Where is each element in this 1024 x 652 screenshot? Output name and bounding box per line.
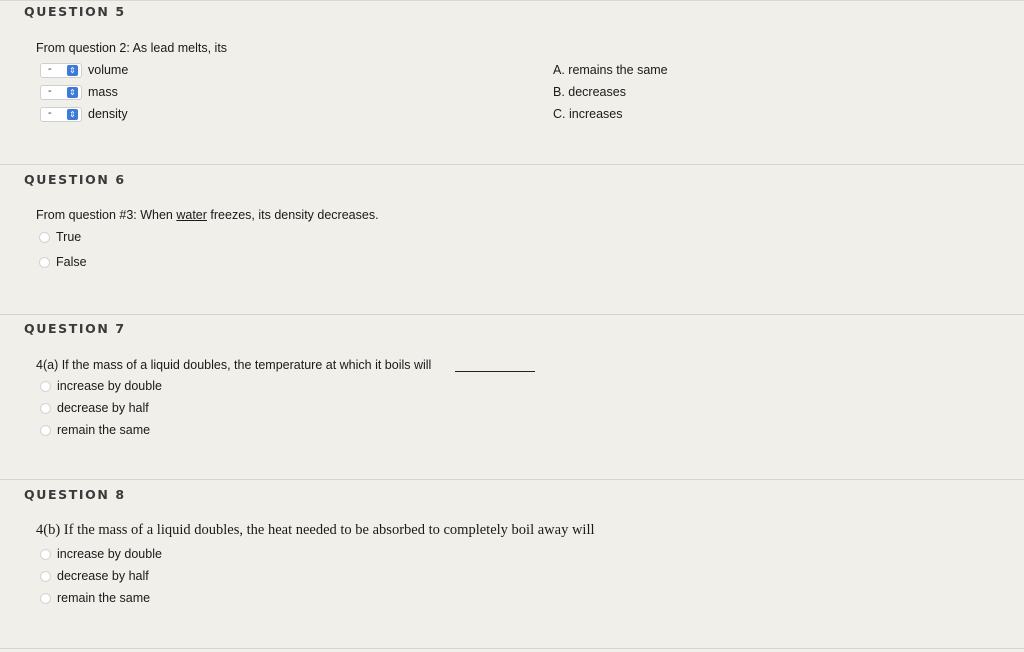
select-volume[interactable] xyxy=(40,63,82,78)
radio-option-3[interactable] xyxy=(40,593,51,604)
question-7-title: QUESTION 7 xyxy=(24,321,126,336)
divider xyxy=(0,479,1024,480)
question-5-prompt: From question 2: As lead melts, its xyxy=(36,41,228,55)
question-5-title: QUESTION 5 xyxy=(24,4,126,19)
option-label: increase by double xyxy=(57,379,162,393)
radio-option-2[interactable] xyxy=(40,403,51,414)
radio-true[interactable] xyxy=(39,232,50,243)
option-label: decrease by half xyxy=(57,401,149,415)
divider xyxy=(0,648,1024,649)
select-arrow-icon: ⇕ xyxy=(67,87,78,98)
prompt-part: freezes, its density decreases. xyxy=(206,208,379,222)
top-border xyxy=(0,0,1024,1)
underlined-word: water xyxy=(176,208,207,222)
radio-false[interactable] xyxy=(39,257,50,268)
question-6-title: QUESTION 6 xyxy=(24,172,126,187)
answer-b: B. decreases xyxy=(553,85,626,99)
question-8-title: QUESTION 8 xyxy=(24,487,126,502)
option-label: remain the same xyxy=(57,591,151,605)
radio-option-2[interactable] xyxy=(40,571,51,582)
answer-a: A. remains the same xyxy=(553,63,668,77)
radio-option-1[interactable] xyxy=(40,549,51,560)
row-label-volume: volume xyxy=(88,63,129,77)
question-8-prompt: 4(b) If the mass of a liquid doubles, the heat needed to be absorbed to completely boil away will xyxy=(36,522,595,538)
question-7-prompt: 4(a) If the mass of a liquid doubles, the temperature at which it boils will xyxy=(36,358,432,372)
select-arrow-icon: ⇕ xyxy=(67,109,78,120)
select-value: - xyxy=(48,63,52,75)
row-label-density: density xyxy=(88,107,128,121)
option-false-label: False xyxy=(56,255,87,269)
row-label-mass: mass xyxy=(88,85,118,99)
option-true-label: True xyxy=(56,230,82,244)
answer-c: C. increases xyxy=(553,107,623,121)
radio-option-3[interactable] xyxy=(40,425,51,436)
question-6-prompt xyxy=(36,208,379,222)
select-mass[interactable] xyxy=(40,85,82,100)
select-density[interactable] xyxy=(40,107,82,122)
option-label: decrease by half xyxy=(57,569,149,583)
select-value: - xyxy=(48,107,52,119)
select-arrow-icon: ⇕ xyxy=(67,65,78,76)
divider xyxy=(0,314,1024,315)
prompt-part: From question #3: When xyxy=(36,208,177,222)
option-label: remain the same xyxy=(57,423,151,437)
select-value: - xyxy=(48,85,52,97)
divider xyxy=(0,164,1024,165)
radio-option-1[interactable] xyxy=(40,381,51,392)
option-label: increase by double xyxy=(57,547,162,561)
answer-blank xyxy=(455,371,535,372)
